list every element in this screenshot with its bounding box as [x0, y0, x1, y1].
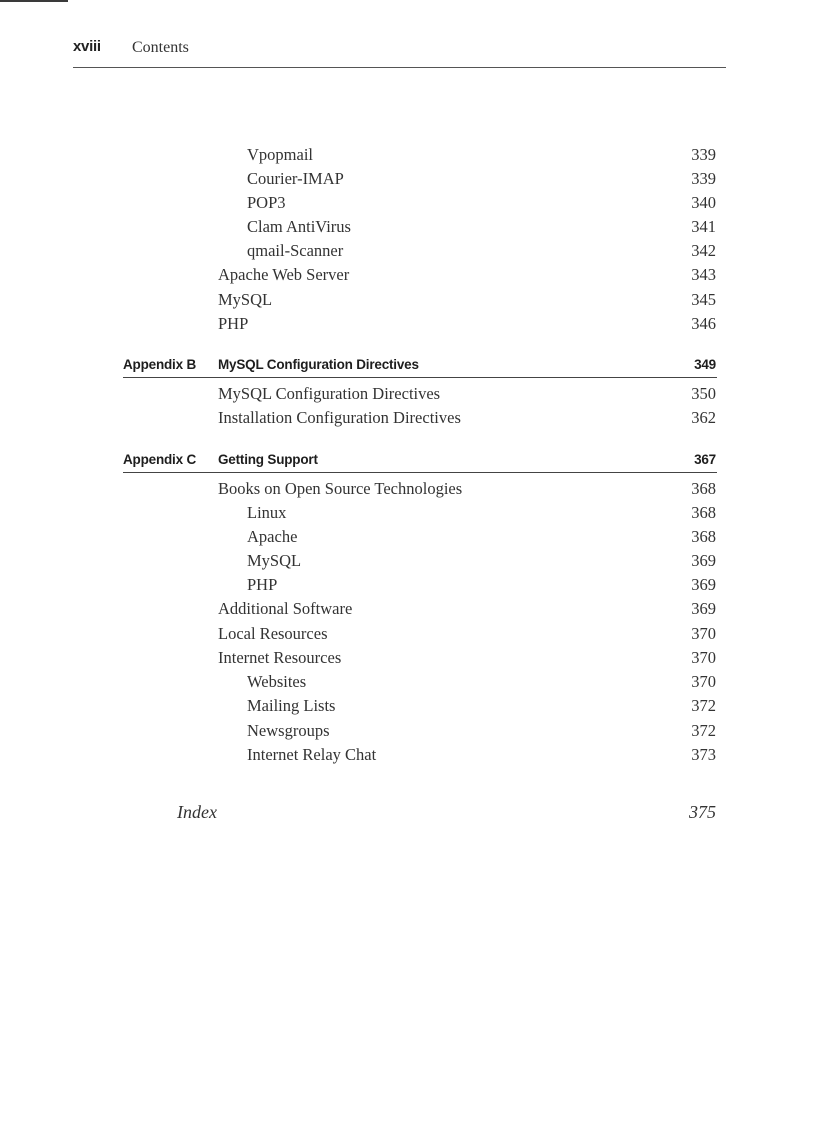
toc-entry[interactable]: [218, 289, 716, 311]
toc-entry-page: 372: [691, 721, 716, 740]
toc-entry-page: 369: [691, 575, 716, 594]
toc-entry-label: Vpopmail: [247, 145, 313, 164]
toc-entry-page: 350: [691, 384, 716, 403]
toc-entry-label: Apache: [247, 527, 298, 546]
toc-entry-label: MySQL: [218, 290, 273, 309]
index-label: Index: [177, 802, 217, 822]
toc-entry-page: 343: [691, 265, 716, 284]
toc-entry[interactable]: [218, 478, 716, 500]
toc-entry[interactable]: [218, 598, 716, 620]
toc-entry-page: 368: [691, 503, 716, 522]
toc-entry-label: POP3: [247, 193, 286, 212]
toc-entry-label: Local Resources: [218, 624, 328, 643]
toc-entry-label: PHP: [247, 575, 278, 594]
toc-entry-label: Internet Relay Chat: [247, 745, 377, 764]
toc-entry-page: 346: [691, 314, 716, 333]
toc-entry-page: 340: [691, 193, 716, 212]
toc-entry-page: 369: [691, 599, 716, 618]
toc-entry-label: Additional Software: [218, 599, 353, 618]
toc-entry[interactable]: [247, 168, 716, 190]
toc-entry-page: 368: [691, 479, 716, 498]
appendix-page: 367: [694, 452, 716, 467]
toc-entry[interactable]: [218, 623, 716, 645]
toc-entry-label: Internet Resources: [218, 648, 342, 667]
toc-entry-label: Linux: [247, 503, 287, 522]
toc-entry-page: 342: [691, 241, 716, 260]
toc-entry-label: Installation Configuration Directives: [218, 408, 461, 427]
toc-entry[interactable]: [218, 647, 716, 669]
toc-entry-page: 372: [691, 696, 716, 715]
toc-entry-label: Newsgroups: [247, 721, 330, 740]
corner-rule: [0, 0, 68, 2]
toc-entry[interactable]: [247, 192, 716, 214]
appendix-title: MySQL Configuration Directives: [218, 357, 419, 372]
toc-entry[interactable]: [247, 574, 716, 596]
index-entry[interactable]: [177, 800, 716, 824]
toc-entry-label: Websites: [247, 672, 307, 691]
appendix-number: Appendix B: [123, 357, 197, 372]
appendix-number: Appendix C: [123, 452, 197, 467]
toc-entry[interactable]: [247, 671, 716, 693]
appendix-c-rule: [123, 472, 717, 473]
toc-entry[interactable]: [218, 264, 716, 286]
toc-entry[interactable]: [247, 216, 716, 238]
toc-entry-label: MySQL: [247, 551, 302, 570]
running-head: Contents: [132, 39, 189, 56]
toc-entry-label: Books on Open Source Technologies: [218, 479, 463, 498]
toc-entry-page: 370: [691, 624, 716, 643]
appendix-b-heading[interactable]: [123, 354, 716, 376]
toc-entry-label: Apache Web Server: [218, 265, 350, 284]
toc-entry-page: 339: [691, 169, 716, 188]
toc-entry[interactable]: [247, 744, 716, 766]
toc-entry[interactable]: [247, 502, 716, 524]
toc-entry-label: Clam AntiVirus: [247, 217, 351, 236]
toc-entry-page: 369: [691, 551, 716, 570]
toc-entry-page: 370: [691, 672, 716, 691]
index-page: 375: [689, 802, 716, 822]
appendix-title: Getting Support: [218, 452, 318, 467]
toc-entry-page: 362: [691, 408, 716, 427]
appendix-b-rule: [123, 377, 717, 378]
toc-entry[interactable]: [218, 383, 716, 405]
appendix-c-heading[interactable]: [123, 449, 716, 471]
toc-entry-label: Courier-IMAP: [247, 169, 344, 188]
page-header: [73, 38, 726, 68]
toc-entry[interactable]: [247, 144, 716, 166]
toc-entry[interactable]: [247, 526, 716, 548]
toc-entry-page: 345: [691, 290, 716, 309]
toc-entry-page: 339: [691, 145, 716, 164]
toc-entry-label: qmail-Scanner: [247, 241, 344, 260]
toc-entry-label: PHP: [218, 314, 249, 333]
folio: xviii: [73, 38, 101, 55]
toc-entry-label: Mailing Lists: [247, 696, 336, 715]
toc-entry[interactable]: [218, 313, 716, 335]
toc-entry[interactable]: [247, 240, 716, 262]
appendix-page: 349: [694, 357, 716, 372]
toc-entry-page: 373: [691, 745, 716, 764]
toc-entry-label: MySQL Configuration Directives: [218, 384, 441, 403]
toc-entry-page: 368: [691, 527, 716, 546]
toc-entry[interactable]: [247, 695, 716, 717]
toc-entry-page: 370: [691, 648, 716, 667]
toc-entry-page: 341: [691, 217, 716, 236]
toc-entry[interactable]: [247, 720, 716, 742]
toc-entry[interactable]: [218, 407, 716, 429]
toc-entry[interactable]: [247, 550, 716, 572]
